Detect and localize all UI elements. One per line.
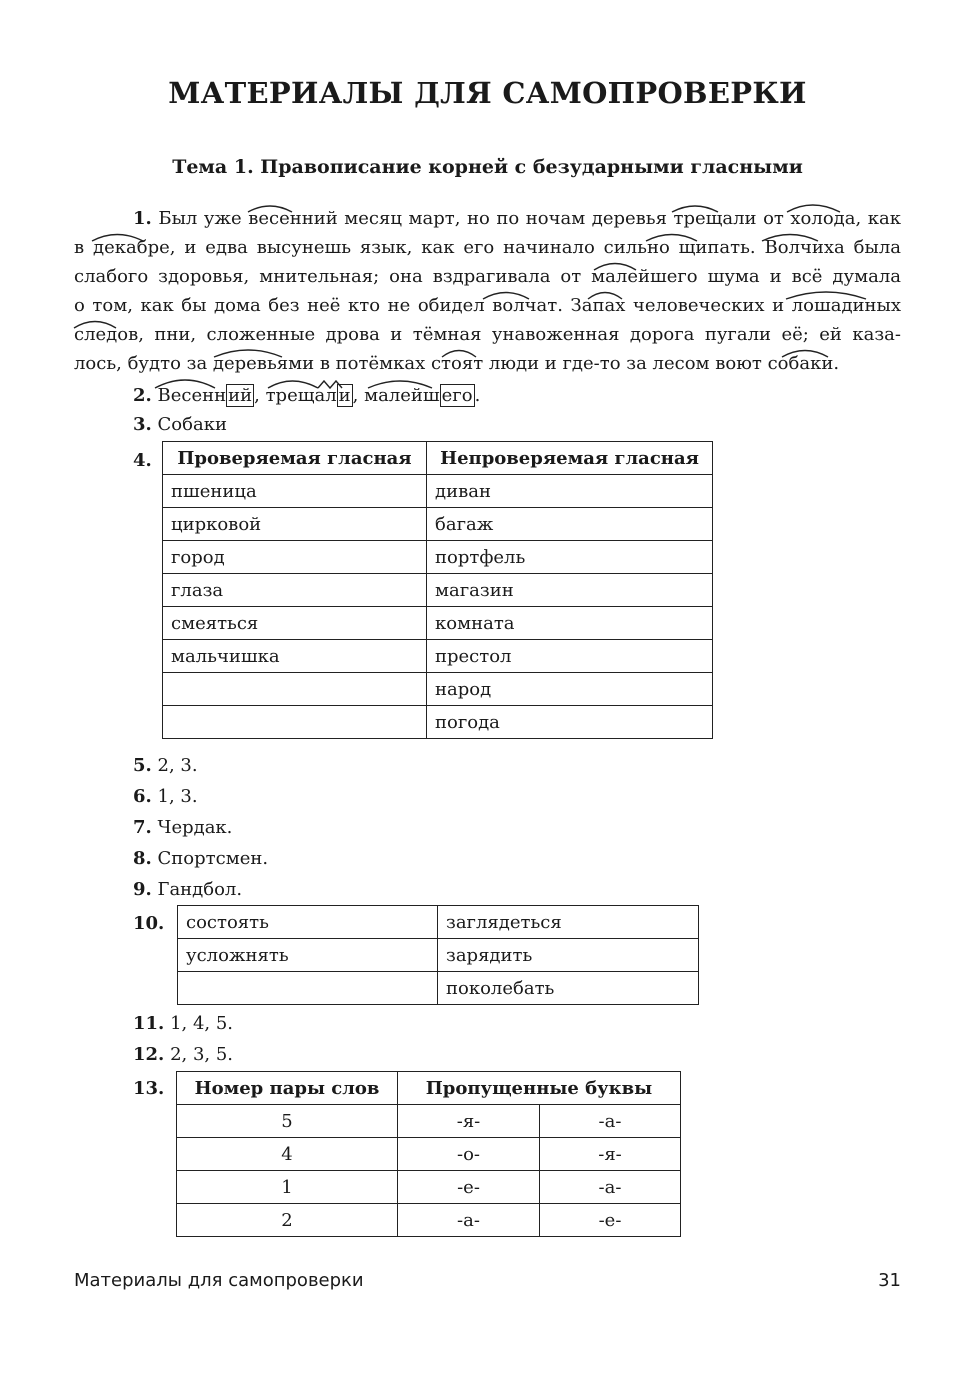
table-row [177, 1204, 681, 1237]
task9-line [74, 879, 960, 901]
task9-number: 9. [133, 879, 152, 900]
table-cell: пшеница [163, 475, 427, 508]
task2-separator-1: , [254, 385, 266, 406]
table-cell: престол [427, 640, 713, 673]
topic-title: Тема 1. Правописание корней с безударными гласными [172, 156, 803, 178]
table-row [177, 1138, 681, 1171]
task2-number: 2. [133, 385, 152, 406]
task5-line [74, 755, 960, 777]
table-header-row [177, 1072, 681, 1105]
table-cell: -о- [398, 1138, 540, 1171]
table-cell [163, 673, 427, 706]
task1-line-1 [74, 208, 901, 230]
table-cell: -а- [540, 1105, 681, 1138]
table-row [163, 574, 713, 607]
task2-word-2-ending: и [338, 385, 351, 406]
task10-number: 10. [133, 913, 165, 934]
task13-table [176, 1071, 681, 1237]
table-cell: зарядить [438, 939, 699, 972]
table-cell: усложнять [178, 939, 438, 972]
task1-line-6: лось, будто за деревьями в потёмках стоят люди и где-то за лесом воют собаки. [74, 353, 840, 374]
table-row [178, 972, 699, 1005]
task11-answer: 1, 4, 5. [170, 1013, 234, 1034]
page-title: МАТЕРИАЛЫ ДЛЯ САМОПРОВЕРКИ [168, 76, 807, 110]
task11-line [74, 1013, 960, 1035]
table-header: Номер пары слов [177, 1072, 398, 1105]
table-cell [178, 972, 438, 1005]
table-cell: -е- [540, 1204, 681, 1237]
task1-line-5: следов, пни, сложенные дрова и тёмная унавоженная дорога пугали её; ей каза- [74, 324, 901, 345]
table-cell: глаза [163, 574, 427, 607]
task2-word-3-ending: его [441, 385, 473, 406]
task1-number: 1. [133, 208, 152, 229]
task8-line [74, 848, 960, 870]
table-row [178, 939, 699, 972]
table-cell: мальчишка [163, 640, 427, 673]
table-cell: 1 [177, 1171, 398, 1204]
task7-number: 7. [133, 817, 152, 838]
task11-number: 11. [133, 1013, 165, 1034]
table-cell: 5 [177, 1105, 398, 1138]
task2-separator-2: , [352, 385, 365, 406]
table-row [177, 1171, 681, 1204]
table-cell: комната [427, 607, 713, 640]
task2-word-2-root: трещал [265, 385, 337, 406]
task9-answer: Гандбол. [157, 879, 243, 900]
table-cell: -я- [398, 1105, 540, 1138]
table-cell: погода [427, 706, 713, 739]
table-cell [163, 706, 427, 739]
task3-number: 3. [133, 414, 152, 435]
task12-number: 12. [133, 1044, 165, 1065]
table-cell: -я- [540, 1138, 681, 1171]
table-cell: 2 [177, 1204, 398, 1237]
task13-number: 13. [133, 1078, 165, 1099]
footer-section-title: Материалы для самопроверки [74, 1270, 364, 1291]
task2-line [74, 385, 960, 407]
table-cell: -а- [398, 1204, 540, 1237]
task2-word-1-root: Весенн [157, 385, 227, 406]
table-header: Проверяемая гласная [163, 442, 427, 475]
task12-answer: 2, 3, 5. [170, 1044, 234, 1065]
table-header-row [163, 442, 713, 475]
task1-line-3: слабого здоровья, мнительная; она вздрагивала от малейшего шума и всё думала [74, 266, 901, 287]
task10-table [177, 905, 699, 1005]
table-row [177, 1105, 681, 1138]
table-row [163, 607, 713, 640]
task4-number: 4. [133, 450, 152, 471]
table-cell: портфель [427, 541, 713, 574]
task2-end: . [474, 385, 481, 406]
table-row [163, 673, 713, 706]
table-row [178, 906, 699, 939]
table-cell: смеяться [163, 607, 427, 640]
task6-line [74, 786, 960, 808]
table-cell: багаж [427, 508, 713, 541]
table-row [163, 640, 713, 673]
task1-line-2: в декабре, и едва высунешь язык, как его начинало сильно щипать. Волчиха была [74, 237, 901, 258]
page-number: 31 [878, 1270, 901, 1291]
task6-answer: 1, 3. [157, 786, 198, 807]
table-cell: народ [427, 673, 713, 706]
task1-line-4: о том, как бы дома без неё кто не обидел волчат. Запах человеческих и лошадиных [74, 295, 901, 316]
table-cell: город [163, 541, 427, 574]
table-cell: заглядеться [438, 906, 699, 939]
task1-text-line-1: Был уже весенний месяц март, но по ночам деревья трещали от холода, как [158, 208, 901, 229]
table-cell: цирковой [163, 508, 427, 541]
task12-line [74, 1044, 960, 1066]
task3-answer: Собаки [157, 414, 227, 435]
table-cell: диван [427, 475, 713, 508]
table-cell: поколебать [438, 972, 699, 1005]
table-cell: -е- [398, 1171, 540, 1204]
task8-answer: Спортсмен. [157, 848, 269, 869]
table-header: Пропущенные буквы [398, 1072, 681, 1105]
task6-number: 6. [133, 786, 152, 807]
table-cell: 4 [177, 1138, 398, 1171]
task7-line [74, 817, 960, 839]
table-row [163, 706, 713, 739]
table-row [163, 508, 713, 541]
table-cell: состоять [178, 906, 438, 939]
table-row [163, 541, 713, 574]
table-cell: -а- [540, 1171, 681, 1204]
table-header: Непроверяемая гласная [427, 442, 713, 475]
task7-answer: Чердак. [157, 817, 233, 838]
table-row [163, 475, 713, 508]
task8-number: 8. [133, 848, 152, 869]
task5-answer: 2, 3. [157, 755, 198, 776]
task3-line [74, 414, 960, 436]
task4-table [162, 441, 713, 739]
task2-word-3-root: малейш [364, 385, 440, 406]
table-cell: магазин [427, 574, 713, 607]
task2-word-1-ending: ий [228, 385, 253, 406]
task5-number: 5. [133, 755, 152, 776]
